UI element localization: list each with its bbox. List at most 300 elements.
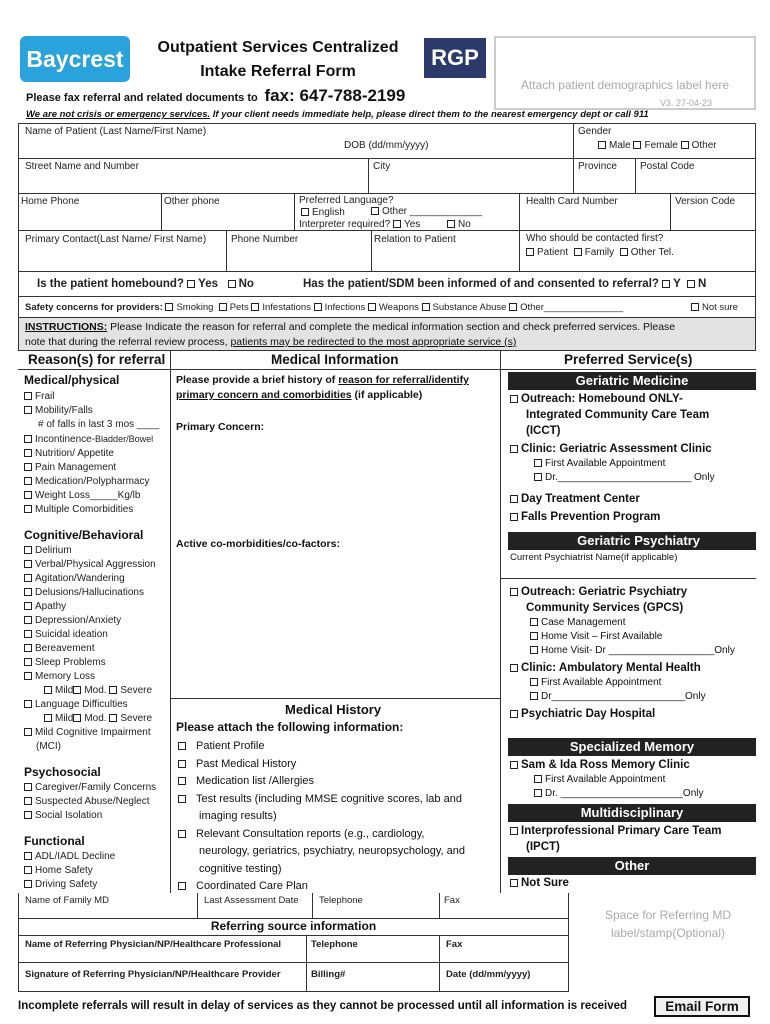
date-field[interactable] [439,962,569,992]
demographics-label-box[interactable] [494,36,756,110]
homebound-no-label: No [238,278,254,290]
functional-heading: Functional [24,834,85,848]
md-fax-field[interactable] [439,893,569,919]
frail-checkbox[interactable] [24,392,32,400]
street-field[interactable] [18,158,369,194]
memory-mod-checkbox[interactable] [73,686,81,694]
reasons-heading: Reason(s) for referral [28,352,166,367]
sam-dr-label: Dr. ______________________Only [545,788,704,799]
province-field[interactable] [573,158,636,194]
comorbidities-label-field[interactable]: Active co-morbidities/co-factors: [176,538,340,550]
nutrition-label: Nutrition/ Appetite [35,448,114,459]
signature-field[interactable] [18,962,307,992]
reason-language [24,698,168,712]
instructions-text2-underlined: patients may be redirected to the most appropriate service (s) [230,336,517,348]
language-mild-checkbox[interactable] [44,714,52,722]
city-label: City [373,161,391,172]
agitation-label: Agitation/Wandering [35,573,125,584]
reason-comorbidities [24,503,168,517]
homebound-q-text: Is the patient homebound? [37,278,184,290]
instructions-box [18,317,756,351]
memory-checkbox[interactable] [24,672,32,680]
contact-family-label: Family [584,247,615,258]
service-day-treatment [510,491,756,507]
sam-ida-label: Sam & Ida Ross Memory Clinic [521,759,690,771]
aggression-checkbox[interactable] [24,560,32,568]
language-mod-checkbox[interactable] [73,714,81,722]
other-phone-field[interactable] [161,193,295,231]
homebound-question [37,278,254,290]
sleep-label: Sleep Problems [35,657,106,668]
interp-yes-checkbox[interactable] [393,220,401,228]
service-clinic-gac [510,441,756,457]
psych-day-checkbox[interactable] [510,710,518,718]
bereavement-checkbox[interactable] [24,644,32,652]
home-safety-label: Home Safety [35,865,93,876]
outreach-gpcs-checkbox[interactable] [510,588,518,596]
clinic-gac-label: Clinic: Geriatric Assessment Clinic [521,443,712,455]
homebound-no-checkbox[interactable] [228,280,236,288]
attach-consult-label: Relevant Consultation reports (e.g., cardiology, [196,827,425,840]
title-line2: Intake Referral Form [200,63,356,80]
attach-meds-label: Medication list /Allergies [196,775,314,787]
reason-isolation [24,809,168,823]
english-checkbox[interactable] [301,208,309,216]
reason-suicidal [24,628,168,642]
clinic-amh-checkbox[interactable] [510,664,518,672]
driving-checkbox[interactable] [24,880,32,888]
english-option [301,207,345,218]
attach-label: Please attach the following information: [176,720,404,734]
amh-first [510,676,756,690]
home-phone-field[interactable] [18,193,162,231]
history-prompt [176,373,496,403]
consent-q-text: Has the patient/SDM been informed of and consented to referral? [303,278,659,290]
home-first-label: Home Visit – First Available [541,631,663,642]
version-code-field[interactable] [670,193,756,231]
column-headings-row [18,350,756,370]
crisis-rest: If your client needs immediate help, please direct them to the nearest emergency dept or call 911 [212,109,649,120]
language-mild-label: Mild [55,713,74,724]
suicidal-checkbox[interactable] [24,630,32,638]
gender-other-checkbox[interactable] [681,141,689,149]
interpreter-line [299,219,420,230]
attach-profile-label: Patient Profile [196,740,265,752]
medical-physical-heading: Medical/physical [24,373,120,387]
title-line1: Outpatient Services Centralized [157,39,399,56]
preferred-language-field [294,193,520,231]
referring-heading-text: Referring source information [210,919,377,933]
pain-label: Pain Management [35,462,117,473]
fax-number: fax: 647-788-2199 [264,86,406,105]
primary-contact-label: Primary Contact(Last Name/ First Name) [25,234,207,245]
outreach-gpcs-line2: Community Services (GPCS) [526,602,684,614]
amh-dr-checkbox[interactable] [530,692,538,700]
safety-infections-checkbox[interactable] [314,303,322,311]
mobility-checkbox[interactable] [24,406,32,414]
sleep-checkbox[interactable] [24,658,32,666]
reason-abuse [24,795,168,809]
attach-care-plan-checkbox[interactable] [178,882,186,890]
mobility-label: Mobility/Falls [35,405,93,416]
safety-substance-checkbox[interactable] [422,303,430,311]
logo-text: Baycrest [26,46,124,72]
safety-infections-label: Infections [324,302,366,313]
home-dr-checkbox[interactable] [530,646,538,654]
reason-mobility [24,404,168,418]
interp-no-checkbox[interactable] [447,220,455,228]
fax-instruction-line [26,86,405,106]
language-severity [24,712,168,726]
delusions-label: Delusions/Hallucinations [35,587,144,598]
language-severe-label: Severe [120,713,153,724]
pref-lang-label: Preferred Language? [299,195,394,206]
gpcs-home-first [510,630,756,644]
instructions-text1: Please Indicate the reason for referral and complete the medical information section and check preferred services. Please [107,321,676,333]
history-prompt1-ul: reason for referral/identify [338,374,469,386]
attach-item-meds [178,773,498,791]
medication-label: Medication/Polypharmacy [35,476,150,487]
instructions-line2 [25,335,749,350]
contact-options [526,247,674,258]
patient-name-label: Name of Patient (Last Name/First Name) [25,126,207,137]
city-field[interactable] [368,158,574,194]
reason-pain [24,461,168,475]
language-severe-checkbox[interactable] [109,714,117,722]
current-psych-field[interactable]: Current Psychiatrist Name(if applicable) [510,552,678,563]
interp-yes-label: Yes [403,219,421,230]
physician-name-field[interactable] [18,935,307,963]
language-label: Language Difficulties [35,699,128,710]
memory-mild-label: Mild [55,685,74,696]
bereavement-label: Bereavement [35,643,95,654]
attach-item-consult [178,826,498,844]
last-assessment-field[interactable] [197,893,313,919]
service-falls-prevention [510,509,756,525]
reason-sleep [24,656,168,670]
interp-no-label: No [458,219,471,230]
multidisciplinary-header: Multidisciplinary [508,804,756,822]
language-mod-label: Mod. [84,713,107,724]
safety-not-sure-label: Not sure [702,302,738,313]
history-prompt-line2 [176,388,496,403]
contact-patient-label: Patient [537,247,569,258]
amh-first-checkbox[interactable] [530,678,538,686]
cognitive-heading: Cognitive/Behavioral [24,528,144,542]
gender-male-checkbox[interactable] [598,141,606,149]
postal-field[interactable] [635,158,756,194]
primary-concern-label[interactable]: Primary Concern: [176,421,265,433]
gender-male-label: Male [609,140,631,151]
postal-label: Postal Code [640,161,695,172]
consent-n-label: N [697,278,707,290]
outreach-icct-checkbox[interactable] [510,395,518,403]
psych-divider [500,578,756,579]
reason-incontinence [24,432,168,447]
signature-label: Signature of Referring Physician/NP/Healthcare Provider [25,969,281,980]
safety-other-label: Other_______________ [520,302,624,313]
ref-telephone-field[interactable] [306,935,440,963]
attach-meds-checkbox[interactable] [178,777,186,785]
other-lang-label: Other [382,206,408,217]
amh-dr [510,690,756,704]
attach-consult-checkbox[interactable] [178,830,186,838]
delirium-checkbox[interactable] [24,546,32,554]
contact-phone-field[interactable] [226,230,372,272]
safety-row [18,296,756,318]
not-sure-label: Not Sure [521,877,569,889]
who-contact-field [519,230,756,272]
driving-label: Driving Safety [35,879,98,890]
adl-checkbox[interactable] [24,852,32,860]
agitation-checkbox[interactable] [24,574,32,582]
safety-infestations-label: Infestations [262,302,311,313]
gac-dr [510,471,756,485]
gac-first-checkbox[interactable] [534,459,542,467]
home-first-checkbox[interactable] [530,632,538,640]
incontinence-sub: Bladder/Bowel [95,434,154,444]
homebound-consent-row [18,271,756,297]
reason-medication [24,475,168,489]
delirium-label: Delirium [35,545,72,556]
md-stamp-area[interactable] [580,904,756,990]
gac-dr-checkbox[interactable] [534,473,542,481]
attach-profile-checkbox[interactable] [178,742,186,750]
instructions-text2: note that during the referral review process, [25,336,231,348]
service-outreach-gpcs [510,584,756,600]
safety-pets-label: Pets [229,302,249,313]
contact-family-checkbox[interactable] [574,248,582,256]
weight-checkbox[interactable] [24,491,32,499]
date-label: Date (dd/mm/yyyy) [446,969,531,980]
not-sure-checkbox[interactable] [510,879,518,887]
gac-first-label: First Available Appointment [545,458,666,469]
safety-pets-checkbox[interactable] [219,303,227,311]
medical-history-heading: Medical History [285,702,382,717]
other-lang-checkbox[interactable] [371,207,379,215]
sam-dr-checkbox[interactable] [534,789,542,797]
preferred-services-heading: Preferred Service(s) [564,352,693,367]
attach-list [178,738,498,896]
incomplete-notice: Incomplete referrals will result in delay of services as they cannot be processed until all information is received [18,1000,628,1012]
attach-tests-label: Test results (including MMSE cognitive scores, lab and [196,792,462,805]
language-checkbox[interactable] [24,700,32,708]
other-header: Other [508,857,756,875]
safety-not-sure [691,302,738,313]
instructions-heading: INSTRUCTIONS: [25,321,108,333]
reason-weight [24,489,168,503]
depression-label: Depression/Anxiety [35,615,122,626]
ref-telephone-label: Telephone [311,939,358,950]
ref-fax-field[interactable] [439,935,569,963]
outreach-icct-line2: Integrated Community Care Team [526,409,710,421]
consent-question [303,278,706,290]
amh-dr-label: Dr________________________Only [541,691,706,702]
reasons-column [24,372,168,892]
reason-nutrition [24,447,168,461]
history-prompt1: Please provide a brief history of [176,374,339,386]
contact-patient-checkbox[interactable] [526,248,534,256]
family-md-field[interactable] [18,893,198,919]
delusions-checkbox[interactable] [24,588,32,596]
reason-adl [24,850,168,864]
health-card-field[interactable] [519,193,671,231]
memory-services [510,757,756,801]
gender-female-label: Female [644,140,678,151]
gender-options [598,140,717,151]
gpcs-case-mgmt [510,616,756,630]
safety-not-sure-checkbox[interactable] [691,303,699,311]
geriatric-psychiatry-header [508,532,756,550]
reason-depression [24,614,168,628]
interp-no-option [447,219,471,230]
memory-label: Memory Loss [35,671,96,682]
ipct-line2: (IPCT) [526,841,560,853]
gender-other-label: Other [691,140,717,151]
history-prompt2-ul: primary concern and comorbidities [176,389,352,401]
md-telephone-field[interactable] [312,893,440,919]
reason-aggression [24,558,168,572]
dob-label: DOB (dd/mm/yyyy) [344,140,429,151]
safety-smoking-checkbox[interactable] [165,303,173,311]
other-lang-option [371,206,482,217]
outreach-icct-label: Outreach: Homebound ONLY- [521,393,683,405]
province-label: Province [578,161,617,172]
specialized-memory-header: Specialized Memory [508,738,756,756]
abuse-label: Suspected Abuse/Neglect [35,796,150,807]
consent-y-checkbox[interactable] [662,280,670,288]
nutrition-checkbox[interactable] [24,449,32,457]
incontinence-checkbox[interactable] [24,435,32,443]
billing-field[interactable] [306,962,440,992]
reason-home-safety [24,864,168,878]
relation-field[interactable] [371,230,520,272]
email-form-label: Email Form [665,999,739,1014]
attach-item-consult-3: cognitive testing) [199,862,282,875]
gender-female-checkbox[interactable] [633,141,641,149]
memory-severe-label: Severe [120,685,153,696]
patient-name-field[interactable] [18,123,574,159]
reason-apathy [24,600,168,614]
home-dr-label: Home Visit- Dr ___________________Only [541,645,735,656]
reason-delirium [24,544,168,558]
rgp-logo [424,38,486,78]
attach-tests-checkbox[interactable] [178,795,186,803]
memory-severe-checkbox[interactable] [109,686,117,694]
consent-n-checkbox[interactable] [687,280,695,288]
sam-ida-checkbox[interactable] [510,761,518,769]
caregiver-checkbox[interactable] [24,783,32,791]
crisis-prefix: We are not crisis or emergency services. [26,109,211,120]
email-form-button[interactable] [654,996,750,1017]
safety-line [25,302,623,313]
abuse-checkbox[interactable] [24,797,32,805]
comorbidities-checkbox[interactable] [24,505,32,513]
gender-label: Gender [578,126,612,137]
attach-pmh-checkbox[interactable] [178,760,186,768]
outreach-icct-line3: (ICCT) [526,425,561,437]
attach-item-profile [178,738,498,756]
falls-prevention-checkbox[interactable] [510,513,518,521]
geri-psych-text: Geriatric Psychiatry [577,533,700,548]
home-safety-checkbox[interactable] [24,866,32,874]
form-title [138,36,418,84]
divider-right [500,350,501,894]
safety-smoking-label: Smoking [176,302,214,313]
reason-driving [24,878,168,892]
md-telephone-label: Telephone [319,895,363,906]
safety-infestations-checkbox[interactable] [251,303,259,311]
suicidal-label: Suicidal ideation [35,629,108,640]
reason-delusions [24,586,168,600]
memory-mild-checkbox[interactable] [44,686,52,694]
depression-checkbox[interactable] [24,616,32,624]
day-treatment-checkbox[interactable] [510,495,518,503]
homebound-yes-checkbox[interactable] [187,280,195,288]
divider-mid-horizontal [170,698,500,699]
primary-contact-field[interactable] [18,230,227,272]
history-prompt2: (if applicable) [351,389,423,401]
falls-count-line[interactable]: # of falls in last 3 mos ____ [38,419,160,430]
psychosocial-heading: Psychosocial [24,765,101,779]
pain-checkbox[interactable] [24,463,32,471]
safety-other-checkbox[interactable] [509,303,517,311]
isolation-label: Social Isolation [35,810,103,821]
reason-memory [24,670,168,684]
ipct-checkbox[interactable] [510,827,518,835]
contact-other-label: Other Tel. [630,247,674,258]
geri-med-services [510,391,756,525]
multidisciplinary-services [510,823,756,855]
interp-label: Interpreter required? [299,219,391,230]
english-label: English [312,207,345,218]
medication-checkbox[interactable] [24,477,32,485]
memory-severity [24,684,168,698]
gender-field [573,123,756,159]
memory-mod-label: Mod. [84,685,107,696]
psych-day-label: Psychiatric Day Hospital [521,708,656,720]
mci-checkbox[interactable] [24,728,32,736]
mci-label: Mild Cognitive Impairment [35,727,151,738]
safety-weapons-label: Weapons [378,302,419,313]
other-phone-label: Other phone [164,196,220,207]
attach-item-tests [178,791,498,809]
contact-other-checkbox[interactable] [620,248,628,256]
attach-care-plan-label: Coordinated Care Plan [196,880,308,892]
reason-frail [24,390,168,404]
isolation-checkbox[interactable] [24,811,32,819]
service-sam-ida [510,757,756,773]
safety-label: Safety concerns for providers: [25,302,163,313]
frail-label: Frail [35,391,55,402]
version-code-label: Version Code [675,196,736,207]
service-ipct [510,823,756,839]
apathy-checkbox[interactable] [24,602,32,610]
rgp-logo-text: RGP [431,45,479,70]
billing-label: Billing# [311,969,346,980]
sam-first-label: First Available Appointment [545,774,666,785]
clinic-gac-checkbox[interactable] [510,445,518,453]
safety-weapons-checkbox[interactable] [368,303,376,311]
sam-dr [510,787,756,801]
amh-first-label: First Available Appointment [541,677,662,688]
homebound-yes-label: Yes [198,278,218,290]
sam-first-checkbox[interactable] [534,775,542,783]
service-psych-day [510,706,756,722]
ipct-label: Interprofessional Primary Care Team [521,825,722,837]
case-mgmt-checkbox[interactable] [530,618,538,626]
who-contact-label: Who should be contacted first? [526,233,664,244]
